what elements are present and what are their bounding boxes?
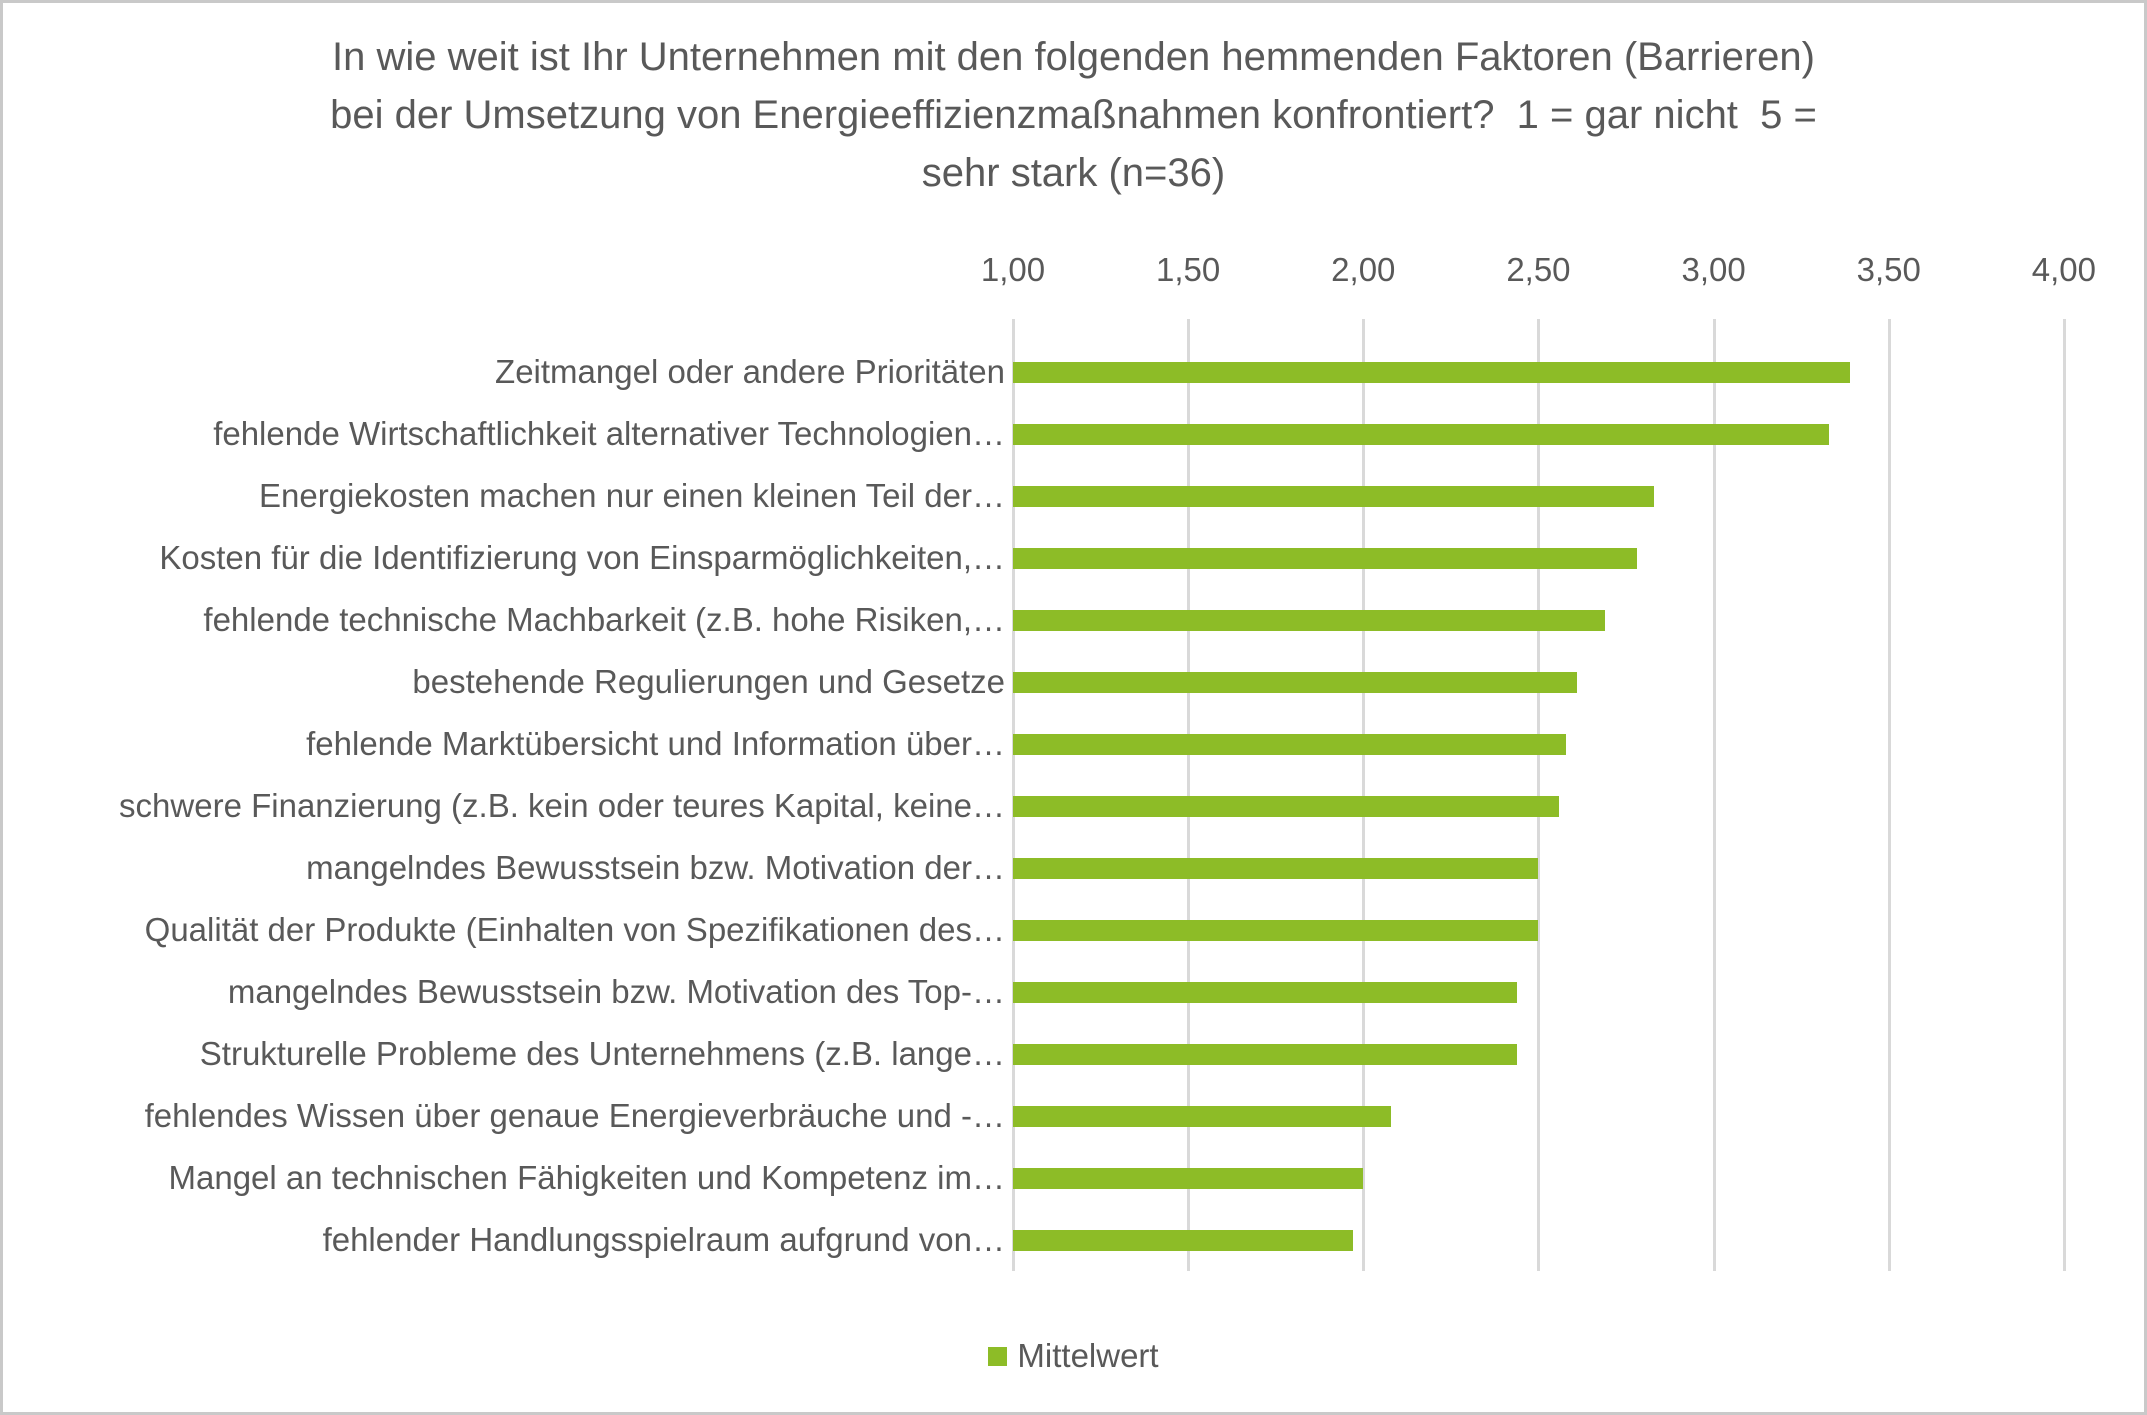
gridline: [1888, 341, 1891, 1271]
bar: [1013, 796, 1559, 817]
x-tick-label: 1,00: [980, 251, 1046, 288]
category-label: fehlende Marktübersicht und Information über…: [306, 725, 1005, 762]
gridline: [1713, 341, 1716, 1271]
x-tick-mark: [1012, 319, 1015, 341]
x-tick-mark: [1713, 319, 1716, 341]
category-label: Strukturelle Probleme des Unternehmens (z.B. lange…: [199, 1035, 1005, 1072]
category-label: schwere Finanzierung (z.B. kein oder teures Kapital, keine…: [119, 787, 1005, 824]
bar: [1013, 734, 1566, 755]
chart-title: [3, 28, 2144, 202]
bar: [1013, 920, 1538, 941]
x-tick-mark: [1537, 319, 1540, 341]
x-tick-label: 4,00: [2031, 251, 2096, 288]
x-tick-mark: [1888, 319, 1891, 341]
bar: [1013, 672, 1577, 693]
x-tick-mark: [2063, 319, 2066, 341]
chart-title-line: bei der Umsetzung von Energieeffizienzmaßnahmen konfrontiert? 1 = gar nicht 5 =: [330, 93, 1817, 137]
bar: [1013, 982, 1517, 1003]
bar: [1013, 548, 1637, 569]
category-label: fehlende Wirtschaftlichkeit alternativer Technologien…: [213, 415, 1005, 452]
category-label: Qualität der Produkte (Einhalten von Spezifikationen des…: [144, 911, 1005, 948]
category-label: fehlendes Wissen über genaue Energieverbräuche und -…: [144, 1097, 1005, 1134]
category-label: fehlender Handlungsspielraum aufgrund von…: [322, 1221, 1005, 1258]
chart-title-line: sehr stark (n=36): [921, 151, 1226, 195]
bar: [1013, 1044, 1517, 1065]
bar: [1013, 858, 1538, 879]
category-label: Zeitmangel oder andere Prioritäten: [495, 353, 1005, 390]
category-label: bestehende Regulierungen und Gesetze: [412, 663, 1005, 700]
bar: [1013, 1106, 1391, 1127]
category-label: Energiekosten machen nur einen kleinen Teil der…: [258, 477, 1005, 514]
x-tick-label: 2,00: [1331, 251, 1396, 288]
bar: [1013, 362, 1850, 383]
bar: [1013, 1168, 1363, 1189]
x-tick-mark: [1187, 319, 1190, 341]
bar: [1013, 610, 1605, 631]
category-label: mangelndes Bewusstsein bzw. Motivation des Top-…: [227, 973, 1005, 1010]
category-label: fehlende technische Machbarkeit (z.B. hohe Risiken,…: [203, 601, 1005, 638]
category-label: Mangel an technischen Fähigkeiten und Kompetenz im…: [168, 1159, 1005, 1196]
category-label: Kosten für die Identifizierung von Einsparmöglichkeiten,…: [159, 539, 1005, 576]
gridline: [2063, 341, 2066, 1271]
x-tick-label: 2,50: [1506, 251, 1571, 288]
x-tick-mark: [1362, 319, 1365, 341]
bar: [1013, 1230, 1353, 1251]
x-tick-label: 1,50: [1156, 251, 1221, 288]
legend-swatch-icon: [988, 1347, 1007, 1366]
legend-label: Mittelwert: [1017, 1337, 1159, 1374]
bar: [1013, 424, 1829, 445]
x-tick-label: 3,50: [1856, 251, 1921, 288]
bar: [1013, 486, 1654, 507]
chart-title-line: In wie weit ist Ihr Unternehmen mit den folgenden hemmenden Faktoren (Barrieren): [332, 35, 1815, 79]
category-label: mangelndes Bewusstsein bzw. Motivation der…: [306, 849, 1005, 886]
legend: [3, 1337, 2144, 1375]
x-tick-label: 3,00: [1681, 251, 1746, 288]
